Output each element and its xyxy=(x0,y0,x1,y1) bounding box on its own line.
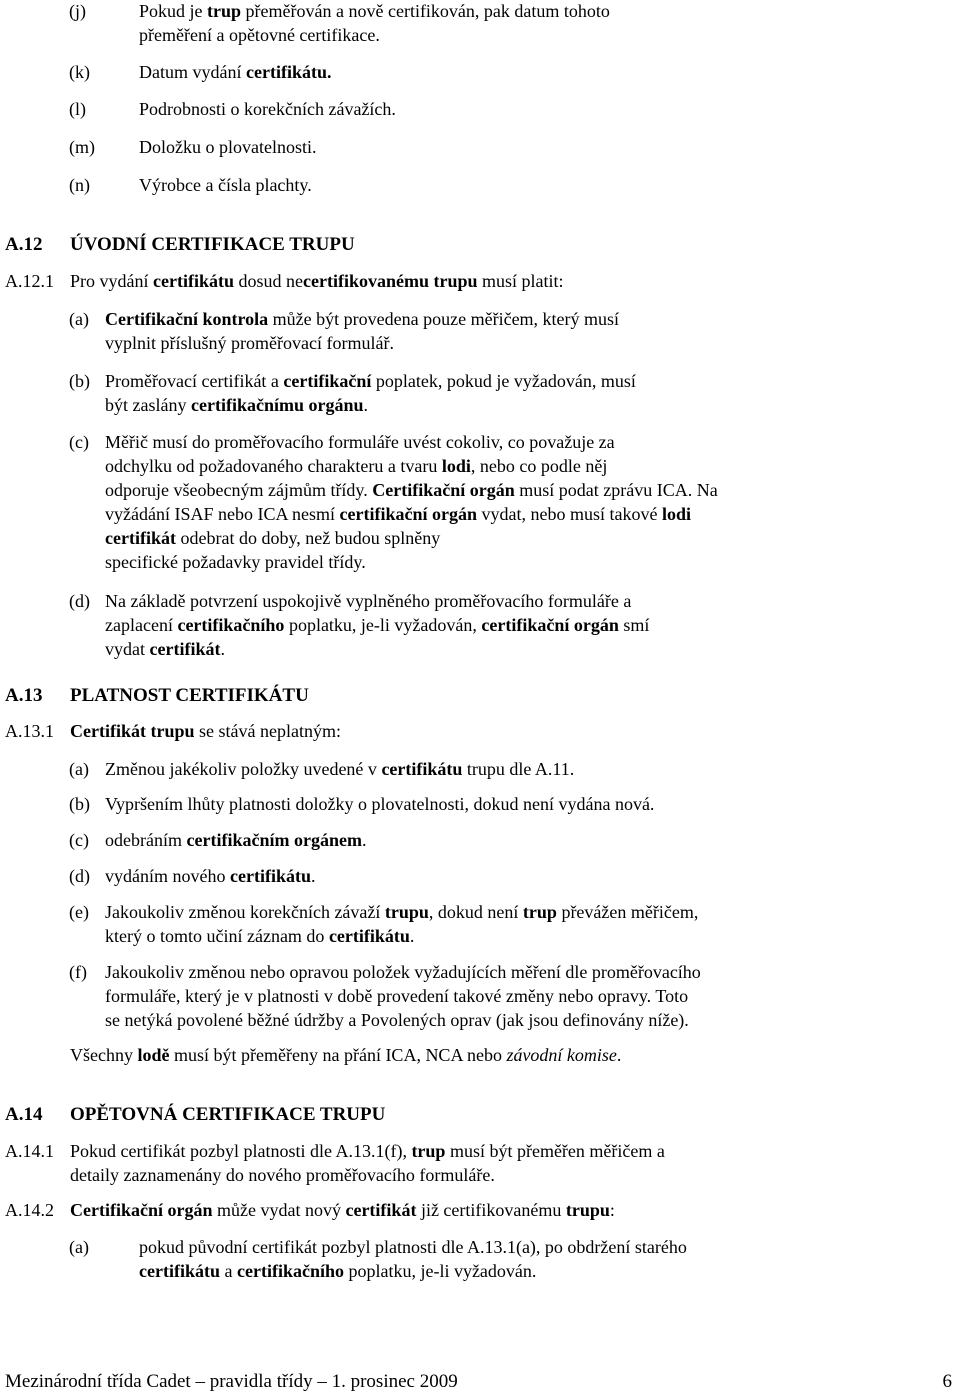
list-top-j-line2 xyxy=(139,23,380,47)
text-run: musí platit: xyxy=(477,271,564,291)
bold-term: certifikační orgán xyxy=(481,615,619,635)
list-top-n-label: (n) xyxy=(69,175,90,195)
text-run: Datum vydání xyxy=(139,62,246,82)
bold-term: Certifikační kontrola xyxy=(105,309,269,329)
text-run: musí být přeměřeny na přání ICA, NCA nebo xyxy=(169,1045,507,1065)
text-run: již certifikovanému xyxy=(416,1200,566,1220)
list-top-m-line xyxy=(139,135,316,159)
text-run: Všechny xyxy=(70,1045,138,1065)
list-top-l-line xyxy=(139,97,396,121)
text-run: odebráním xyxy=(105,830,187,850)
text-run: převážen měřičem, xyxy=(556,902,699,922)
bold-term: lodi xyxy=(661,504,691,524)
section-a14-title: OPĚTOVNÁ CERTIFIKACE TRUPU xyxy=(70,1104,386,1125)
text-run: Proměřovací certifikát a xyxy=(105,371,284,391)
list-top-j-label: (j) xyxy=(69,1,86,21)
text-run: odporuje všeobecným zájmům třídy. xyxy=(105,480,373,500)
text-run: vydáním nového xyxy=(105,866,230,886)
a14-1-number: A.14.1 xyxy=(5,1141,54,1161)
a12-item-a-line1 xyxy=(105,307,619,331)
text-run: poplatek, pokud je vyžadován, musí xyxy=(371,371,636,391)
bold-term: lodi xyxy=(441,456,471,476)
bold-term: trup xyxy=(522,902,557,922)
list-top-k-line xyxy=(139,60,331,84)
a12-item-d-label: (d) xyxy=(69,591,90,611)
section-a13-number: A.13 xyxy=(5,685,43,706)
text-run: Vypršením lhůty platnosti doložky o plovatelnosti, dokud není vydána nová. xyxy=(105,794,655,814)
a12-item-c-line1 xyxy=(105,430,615,454)
text-run: přeměření a opětovné certifikace. xyxy=(139,25,380,45)
text-run: , dokud není xyxy=(428,902,523,922)
text-run: vydat, nebo musí takové xyxy=(476,504,662,524)
italic-term: závodní komise xyxy=(506,1045,617,1065)
a13-item-f-line1 xyxy=(105,960,701,984)
bold-term: certifikačního xyxy=(236,1261,344,1281)
a14-2-item-a-label: (a) xyxy=(69,1237,89,1257)
text-run: trupu dle A.11. xyxy=(462,759,575,779)
a14-2-number: A.14.2 xyxy=(5,1200,54,1220)
text-run: Změnou jakékoliv položky uvedené v xyxy=(105,759,382,779)
text-run: může být provedena pouze měřičem, který musí xyxy=(268,309,620,329)
a12-1-number: A.12.1 xyxy=(5,271,54,291)
bold-term: certifikátu. xyxy=(245,62,332,82)
text-run: vyžádání ISAF nebo ICA nesmí xyxy=(105,504,340,524)
a12-item-b-line2 xyxy=(105,393,368,417)
a12-item-c-line5 xyxy=(105,526,440,550)
text-run: Jakoukoliv změnou nebo opravou položek vyžadujících měření dle proměřovacího xyxy=(105,962,701,982)
text-run: dosud ne xyxy=(233,271,303,291)
a13-item-e-line2 xyxy=(105,924,414,948)
bold-term: certifikační orgán xyxy=(339,504,477,524)
bold-term: certifikátu xyxy=(229,866,311,886)
a13-item-b-line xyxy=(105,792,654,816)
text-run: . xyxy=(363,395,368,415)
text-run: se stává neplatným: xyxy=(194,721,341,741)
a13-item-a-label: (a) xyxy=(69,759,89,779)
text-run: Podrobnosti o korekčních závažích. xyxy=(139,99,396,119)
bold-term: certifikátu xyxy=(381,759,463,779)
text-run: a xyxy=(219,1261,237,1281)
text-run: se netýká povolené běžné údržby a Povolených oprav (jak jsou definovány níže). xyxy=(105,1010,689,1030)
a12-item-c-line4 xyxy=(105,502,691,526)
a12-item-b-label: (b) xyxy=(69,371,90,391)
text-run: Měřič musí do proměřovacího formuláře uvést cokoliv, co považuje za xyxy=(105,432,615,452)
bold-term: certifikátu xyxy=(328,926,410,946)
a14-2-item-a-line2 xyxy=(139,1259,536,1283)
a12-item-c-line6 xyxy=(105,550,366,574)
section-a12-title: ÚVODNÍ CERTIFIKACE TRUPU xyxy=(70,234,355,255)
text-run: vydat xyxy=(105,639,150,659)
a13-item-a-line xyxy=(105,757,574,781)
text-run: Pro vydání xyxy=(70,271,153,291)
text-run: který o tomto učiní záznam do xyxy=(105,926,329,946)
a13-item-f-line3 xyxy=(105,1008,689,1032)
section-a12-number: A.12 xyxy=(5,234,43,255)
text-run: Na základě potvrzení uspokojivě vyplněného proměřovacího formuláře a xyxy=(105,591,632,611)
bold-term: certifikát xyxy=(149,639,221,659)
a12-item-c-label: (c) xyxy=(69,432,89,452)
bold-term: trup xyxy=(411,1141,446,1161)
bold-term: lodě xyxy=(137,1045,170,1065)
bold-term: certifikačního xyxy=(177,615,285,635)
bold-term: trup xyxy=(207,1,242,21)
a13-item-c-line xyxy=(105,828,366,852)
a12-item-a-line2 xyxy=(105,331,394,355)
a12-item-a-label: (a) xyxy=(69,309,89,329)
bold-term: Certifikát trupu xyxy=(70,721,195,741)
bold-term: trupu xyxy=(384,902,429,922)
text-run: pokud původní certifikát pozbyl platnosti dle A.13.1(a), po obdržení starého xyxy=(139,1237,687,1257)
a12-item-b-line1 xyxy=(105,369,636,393)
bold-term: Certifikační orgán xyxy=(70,1200,213,1220)
text-run: musí podat zprávu ICA. Na xyxy=(514,480,718,500)
a13-item-e-label: (e) xyxy=(69,902,89,922)
text-run: Doložku o plovatelnosti. xyxy=(139,137,317,157)
footer-text: Mezinárodní třída Cadet – pravidla třídy – 1. prosinec 2009 xyxy=(5,1371,458,1392)
a12-1-intro xyxy=(70,269,564,293)
text-run: odebrat do doby, než budou splněny xyxy=(175,528,441,548)
a13-item-f-label: (f) xyxy=(69,962,87,982)
a14-2-item-a-line1 xyxy=(139,1235,687,1259)
text-run: zaplacení xyxy=(105,615,178,635)
list-top-k-label: (k) xyxy=(69,62,90,82)
text-run: vyplnit příslušný proměřovací formulář. xyxy=(105,333,394,353)
text-run: odchylku od požadovaného charakteru a tvaru xyxy=(105,456,442,476)
list-top-m-label: (m) xyxy=(69,137,95,157)
text-run: smí xyxy=(618,615,650,635)
a13-1-intro xyxy=(70,719,341,743)
text-run: Pokud certifikát pozbyl platnosti dle A.13.1(f), xyxy=(70,1141,412,1161)
text-run: . xyxy=(220,639,225,659)
page-number: 6 xyxy=(942,1371,952,1392)
a12-item-d-line1 xyxy=(105,589,631,613)
a13-item-f-line2 xyxy=(105,984,688,1008)
text-run: . xyxy=(361,830,367,850)
a12-item-d-line2 xyxy=(105,613,649,637)
bold-term: trupu xyxy=(565,1200,610,1220)
bold-term: certifikačním orgánem xyxy=(186,830,362,850)
a13-item-b-label: (b) xyxy=(69,794,90,814)
a13-item-d-label: (d) xyxy=(69,866,90,886)
a13-item-c-label: (c) xyxy=(69,830,89,850)
bold-term: certifikátu xyxy=(139,1261,220,1281)
text-run: být zaslány xyxy=(105,395,191,415)
a14-1-line2 xyxy=(70,1163,495,1187)
a14-1-line1 xyxy=(70,1139,665,1163)
page-footer xyxy=(5,1370,952,1394)
a13-1-number: A.13.1 xyxy=(5,721,54,741)
section-a13-title: PLATNOST CERTIFIKÁTU xyxy=(70,685,309,706)
text-run: Výrobce a čísla plachty. xyxy=(139,175,312,195)
text-run: specifické požadavky pravidel třídy. xyxy=(105,552,366,572)
bold-term: certifikovanému trupu xyxy=(302,271,478,291)
list-top-j-line1 xyxy=(139,0,610,23)
text-run: Pokud je xyxy=(139,1,208,21)
text-run: může vydat nový xyxy=(212,1200,346,1220)
text-run: poplatku, je-li vyžadován, xyxy=(284,615,482,635)
text-run: . xyxy=(409,926,415,946)
text-run: přeměřován a nově certifikován, pak datum tohoto xyxy=(241,1,610,21)
bold-term: certifikát xyxy=(105,528,176,548)
text-run: detaily zaznamenány do nového proměřovacího formuláře. xyxy=(70,1165,495,1185)
text-run: Jakoukoliv změnou korekčních závaží xyxy=(105,902,385,922)
list-top-l-label: (l) xyxy=(69,99,86,119)
a14-2-line xyxy=(70,1198,615,1222)
text-run: . xyxy=(616,1045,622,1065)
a12-item-d-line3 xyxy=(105,637,225,661)
bold-term: Certifikační orgán xyxy=(372,480,515,500)
text-run: , nebo co podle něj xyxy=(470,456,608,476)
bold-term: certifikační xyxy=(283,371,372,391)
a13-item-d-line xyxy=(105,864,315,888)
text-run: : xyxy=(609,1200,615,1220)
list-top-n-line xyxy=(139,173,312,197)
bold-term: certifikačnímu orgánu xyxy=(190,395,364,415)
bold-term: certifikát xyxy=(345,1200,417,1220)
a13-item-e-line1 xyxy=(105,900,698,924)
a12-item-c-line2 xyxy=(105,454,607,478)
section-a14-number: A.14 xyxy=(5,1104,43,1125)
text-run: musí být přeměřen měřičem a xyxy=(445,1141,665,1161)
a12-item-c-line3 xyxy=(105,478,718,502)
a13-closing xyxy=(70,1043,621,1067)
bold-term: certifikátu xyxy=(153,271,234,291)
text-run: formuláře, který je v platnosti v době provedení takové změny nebo opravy. Toto xyxy=(105,986,689,1006)
text-run: . xyxy=(310,866,316,886)
text-run: poplatku, je-li vyžadován. xyxy=(343,1261,537,1281)
